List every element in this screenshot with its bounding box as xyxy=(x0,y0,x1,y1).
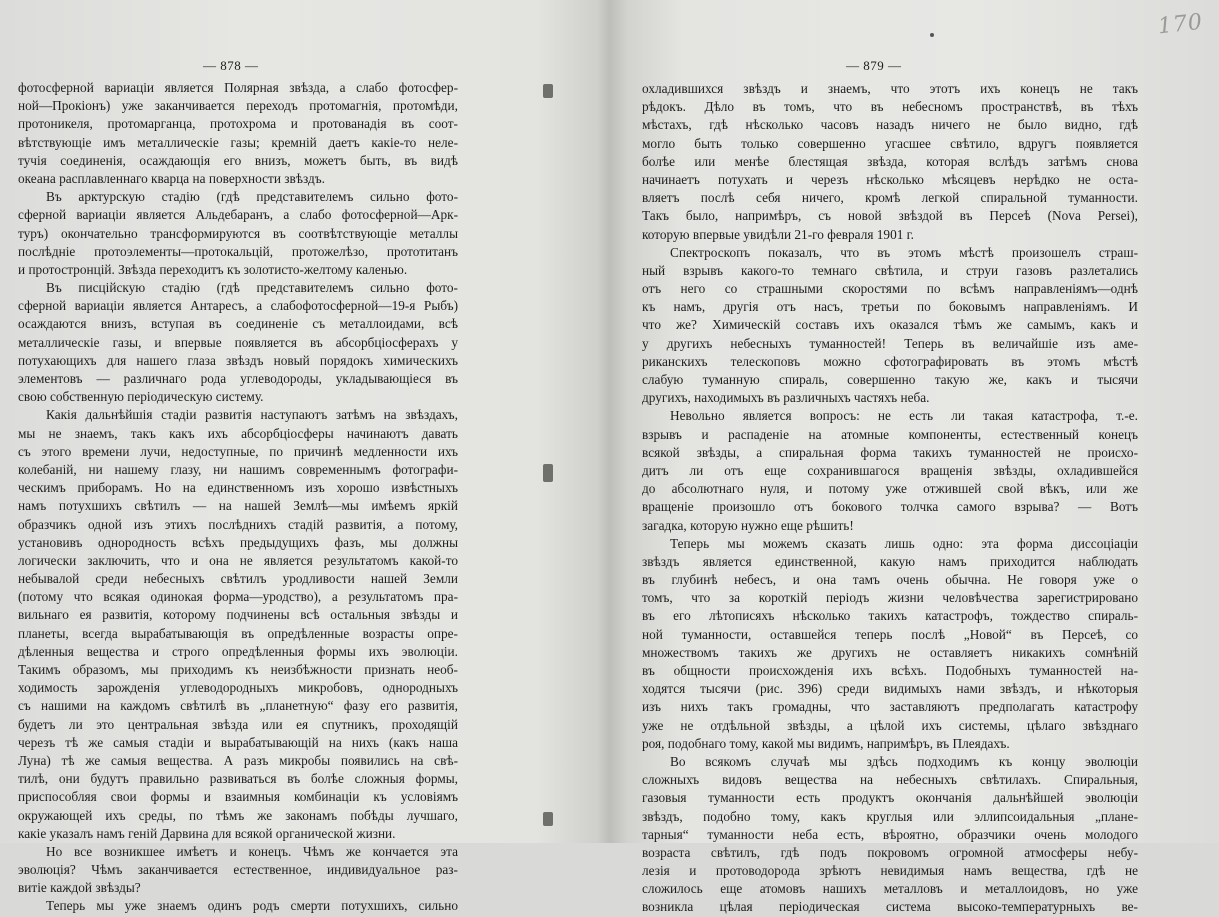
text-line: Во всякомъ случаѣ мы здѣсь подходимъ къ концу эволюцiи xyxy=(670,753,1138,769)
text-line: сферной вариацiи является Антаресъ, а слабофотосферной—19-я Рыбъ) xyxy=(18,298,458,314)
book-binding xyxy=(540,0,556,843)
text-line: какiе указалъ намъ генiй Дарвина для всякой органической жизни. xyxy=(18,825,396,841)
text-line: съ этого времени лучи, недоступные, по причинѣ медленности ихъ xyxy=(18,443,458,459)
text-line: у другихъ небесныхъ туманностей! Теперь въ величайшiе изъ аме- xyxy=(642,335,1138,351)
text-line: ной туманности, оставшейся теперь послѣ „Новой“ въ Персеѣ, со xyxy=(642,626,1138,642)
text-line: Невольно является вопросъ: не есть ли такая катастрофа, т.-е. xyxy=(670,408,1138,424)
text-line: возраста свѣтилъ, гдѣ подъ покровомъ огромной атмосферы небу- xyxy=(642,844,1138,860)
text-line: возникла цѣлая перiодическая система высоко-температурныхъ ве- xyxy=(642,899,1138,915)
text-line: ной—Прокiонъ) уже заканчивается переходъ протомагнiя, протомѣди, xyxy=(18,98,458,114)
text-line: уже не отдѣльной звѣзды, а цѣлой ихъ системы, цѣлаго звѣзднаго xyxy=(642,717,1138,733)
text-line: ный взрывъ какого-то темнаго свѣтила, и струи газовъ разлетались xyxy=(642,262,1138,278)
text-line: лезiя и протоводорода зрѣютъ невидимыя намъ вещества, гдѣ не xyxy=(642,863,1138,879)
text-line: съ нашими на каждомъ свѣтилѣ въ „планетную“ фазу его развитiя, xyxy=(18,698,458,714)
text-line: которую впервые увидѣли 21-го февраля 1901 г. xyxy=(642,226,914,242)
page-number-left: — 878 — xyxy=(203,58,259,73)
text-line: будетъ ли это центральная звѣзда или ея спутникъ, проходящiй xyxy=(18,716,458,732)
text-line: металлическiе газы, и впервые появляется въ абсорбцiосферахъ у xyxy=(18,334,458,350)
text-line: болѣе или менѣе блестящая звѣзда, которая вслѣдъ затѣмъ снова xyxy=(642,153,1138,169)
text-line: могло быть только совершенно угасшее свѣтило, вдругъ появляется xyxy=(642,135,1138,151)
text-line: послѣднiе протоэлементы—протокальцiй, протожелѣзо, прототитанъ xyxy=(18,243,458,259)
text-line: дитъ ли отъ еще сохранившагося вращенiя звѣзды, охладившейся xyxy=(642,462,1138,478)
text-line: образчикъ одной изъ этихъ послѣднихъ стадiй развитiя, а потому, xyxy=(18,516,458,532)
text-line: тарныя“ туманности неба есть, вѣроятно, образчики очень молодого xyxy=(642,826,1138,842)
text-line: потухающихъ для нашего глаза звѣздъ новый порядокъ химическихъ xyxy=(18,352,458,368)
text-line: газовыя туманности есть продуктъ окончанiя дальнѣйшей эволюцiи xyxy=(642,790,1138,806)
binding-stitch xyxy=(543,812,553,826)
text-line: Луна) тѣ же самыя вещества. А разъ микробы появились на свѣ- xyxy=(18,752,458,768)
text-line: осаждаются внизъ, вступая въ соединенiе съ металлоидами, всѣ xyxy=(18,316,458,332)
text-line: дѣленныя вещества и строго опредѣленныя формы ихъ эволюцiи. xyxy=(18,643,458,659)
text-line: протоникеля, протомарганца, протохрома и протованадiя въ соот- xyxy=(18,116,458,132)
text-line: намъ потухшихъ свѣтилъ — на нашей Землѣ—мы имѣемъ яркiй xyxy=(18,498,458,514)
text-line: окружающей ихъ среды, по тѣмъ же законамъ побѣды лучшаго, xyxy=(18,807,458,823)
text-line: и протостронцiй. Звѣзда переходитъ къ золотисто-желтому каленью. xyxy=(18,261,408,277)
text-line: сложилось еще атомовъ нашихъ металловъ и металлоидовъ, но уже xyxy=(642,881,1138,897)
text-line: всякой звѣзды, а спиральная форма такихъ туманностей не происхо- xyxy=(642,444,1138,460)
text-line: звѣздъ является единственной, какую намъ приходится наблюдать xyxy=(642,553,1138,569)
text-line: отъ него со страшными скоростями по всѣмъ направленiямъ—однѣ xyxy=(642,281,1138,297)
text-line: взрывъ и распаденiе на атомные компоненты, естественный конецъ xyxy=(642,426,1138,442)
text-line: приспособляя свои формы и взаимныя комбинацiи къ условiямъ xyxy=(18,789,458,805)
text-line: Такъ было, напримѣръ, съ новой звѣздой въ Персеѣ (Nova Persei), xyxy=(642,208,1138,224)
text-line: тучiя соединенiя, осаждающiя его внизъ, можетъ быть, въ видѣ xyxy=(18,152,458,168)
text-line: Такимъ образомъ, мы приходимъ къ неизбѣжности признать необ- xyxy=(18,662,458,677)
right-page xyxy=(556,0,1219,915)
text-line: въ его лѣтописяхъ нѣсколько такихъ катастрофъ, тождество спираль- xyxy=(642,608,1138,624)
text-line: Но все возникшее имѣетъ и конецъ. Чѣмъ же кончается эта xyxy=(46,843,458,859)
text-line: изъ нихъ такъ громадны, что заставляютъ предполагать катастрофу xyxy=(642,699,1138,715)
text-line: Какiя дальнѣйшiя стадiи развитiя наступаютъ затѣмъ на звѣздахъ, xyxy=(46,407,458,423)
text-line: звѣздъ, подобно тому, какъ круглыя или эллипсоидальныя „плане- xyxy=(642,808,1138,824)
text-line: въ общности происхожденiя ихъ всѣхъ. Подобныхъ туманностей на- xyxy=(642,663,1138,678)
text-line: другихъ, находимыхъ въ различныхъ частяхъ неба. xyxy=(642,390,930,406)
text-line: витiе каждой звѣзды? xyxy=(18,880,141,896)
text-line: небывалой среди небесныхъ свѣтилъ уродливости нашей Земли xyxy=(18,571,458,587)
left-text-column xyxy=(18,79,458,916)
text-line: роя, подобнаго тому, какой мы видимъ, напримѣръ, въ Плеядахъ. xyxy=(642,735,1010,751)
text-line: туръ) окончательно трансформируются въ соотвѣтствующiе металлы xyxy=(18,225,458,241)
text-line: свою собственную перiодическую систему. xyxy=(18,389,264,405)
text-line: начинаетъ потухать и черезъ нѣсколько мѣсяцевъ нерѣдко не оста- xyxy=(642,171,1138,187)
text-line: черезъ тѣ же самыя стадiи и вырабатывающiй на нихъ (какъ наша xyxy=(18,734,458,750)
text-line: мѣстахъ, гдѣ нѣсколько часовъ назадъ ничего не было видно, гдѣ xyxy=(642,117,1138,133)
binding-stitch xyxy=(543,464,553,482)
handwritten-folio-number: 170 xyxy=(1156,9,1205,40)
text-line: вляетъ послѣ себя ничего, кромѣ легкой спиральной туманности. xyxy=(642,190,1138,206)
ink-spot xyxy=(930,33,934,37)
text-line: слабую туманную спираль, совершенно такую же, какъ и тысячи xyxy=(642,372,1138,387)
text-line: элементовъ — различнаго рода углеводороды, укладывающiеся въ xyxy=(18,371,458,386)
text-line: тилѣ, они будутъ правильно развиваться въ болѣе сложныя формы, xyxy=(18,771,458,787)
text-line: (потому что всякая одинокая форма—уродство), а результатомъ пра- xyxy=(18,589,458,605)
text-line: риканскихъ телескоповъ можно сфотографировать въ этомъ мѣстѣ xyxy=(642,353,1138,369)
text-line: вильнаго ея развитiя, которому подчинены всѣ остальныя звѣзды и xyxy=(18,607,458,623)
binding-stitch xyxy=(543,84,553,98)
text-line: томъ, что за короткiй перiодъ жизни человѣчества зарегистрировано xyxy=(642,590,1138,606)
text-line: Теперь мы можемъ сказать лишь одно: эта форма диссоцiацiи xyxy=(670,535,1138,551)
text-line: къ намъ, другiя отъ насъ, третьи по боковымъ направленiямъ. И xyxy=(642,299,1138,315)
text-line: Въ арктурскую стадiю (гдѣ представителемъ сильно фото- xyxy=(46,189,458,205)
text-line: вѣтствующiе имъ металлическiе газы; кремнiй даетъ какiе-то неле- xyxy=(18,134,458,150)
text-line: Въ писцiйскую стадiю (гдѣ представителемъ сильно фото- xyxy=(46,280,458,296)
text-line: ческимъ приборамъ. Но на единственномъ изъ хорошо извѣстныхъ xyxy=(18,480,458,496)
text-line: Теперь мы уже знаемъ одинъ родъ смерти потухшихъ, сильно xyxy=(46,898,458,914)
text-line: океана расплавленнаго кварца на поверхности звѣздъ. xyxy=(18,170,325,186)
text-line: сложныхъ видовъ вещества на небесныхъ свѣтилахъ. Спиральныя, xyxy=(642,772,1138,788)
text-line: ходимость зарожденiя углеводородныхъ микробовъ, однородныхъ xyxy=(18,680,458,696)
text-line: множествомъ такихъ же другихъ не оставляетъ никакихъ сомнѣнiй xyxy=(642,644,1138,660)
text-line: рѣдокъ. Дѣло въ томъ, что въ небесномъ пространствѣ, въ тѣхъ xyxy=(642,99,1138,115)
text-line: колебанiй, ни нашему глазу, ни нашимъ современнымъ фотографи- xyxy=(18,461,458,477)
text-line: сферной вариацiи является Альдебаранъ, а слабо фотосферной—Арк- xyxy=(18,207,458,223)
left-page xyxy=(0,0,540,914)
text-line: Спектроскопъ показалъ, что въ этомъ мѣстѣ произошелъ страш- xyxy=(670,244,1138,260)
text-line: ходятся тысячи (рис. 396) среди видимыхъ нами звѣздъ, и нѣкоторыя xyxy=(642,681,1138,697)
text-line: что же? Химическiй составъ ихъ оказался тѣмъ же самымъ, какъ и xyxy=(642,317,1138,333)
text-line: логически заключить, что и она не является результатомъ какой-то xyxy=(18,552,458,568)
text-line: вращенiе произошло отъ бокового толчка самого взрыва? — Вотъ xyxy=(642,499,1138,515)
text-line: въ глубинѣ небесъ, и она тамъ очень обычна. Не говоря уже о xyxy=(642,572,1138,588)
text-line: эволюцiя? Чѣмъ заканчивается естественное, индивидуальное раз- xyxy=(18,862,458,878)
text-line: фотосферной вариацiи является Полярная звѣзда, а слабо фотосфер- xyxy=(18,80,458,95)
text-line: мы не знаемъ, такъ какъ ихъ абсорбцiосферы начинаютъ давать xyxy=(18,425,458,441)
right-text-column xyxy=(642,80,1138,917)
text-line: охладившихся звѣздъ и знаемъ, что этотъ ихъ конецъ не такъ xyxy=(642,81,1138,96)
page-number-right: — 879 — xyxy=(846,58,902,73)
text-line: загадка, которую нужно еще рѣшить! xyxy=(642,517,854,533)
text-line: до абсолютнаго нуля, и потому уже отжившей свой вѣкъ, или же xyxy=(642,481,1138,497)
text-line: установивъ однородность всѣхъ предыдущихъ фазъ, мы должны xyxy=(18,534,458,550)
text-line: планеты, всегда вырабатывающiя въ опредѣленные возрасты опре- xyxy=(18,625,458,641)
